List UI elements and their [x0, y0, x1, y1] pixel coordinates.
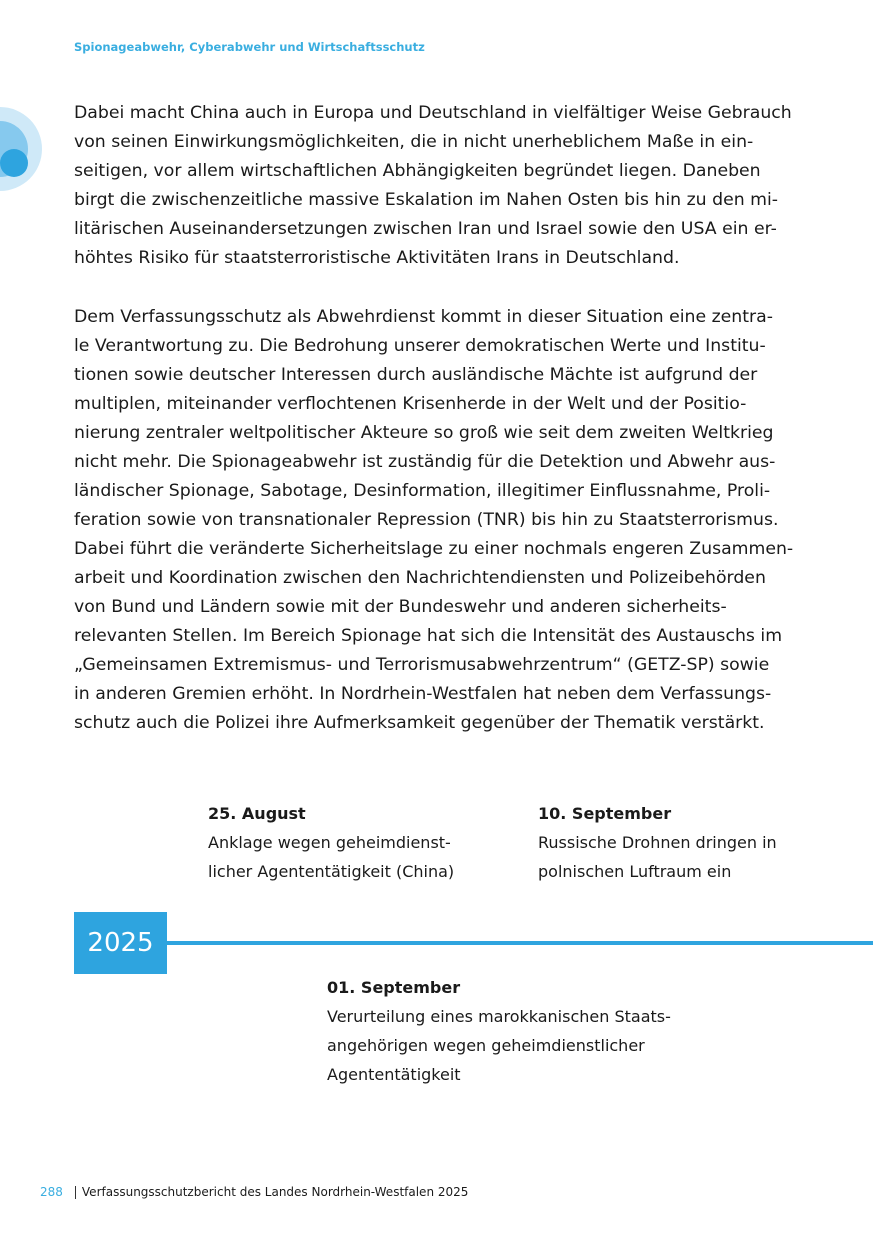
timeline-year-badge: 2025	[74, 912, 167, 974]
timeline-event-date: 10. September	[538, 804, 672, 823]
text-line: feration sowie von transnationaler Repression (TNR) bis hin zu Staatsterrorismus.	[74, 510, 779, 530]
timeline-event-01-september	[327, 973, 671, 1089]
timeline-event-text: licher Agententätigkeit (China)	[208, 862, 455, 881]
timeline-event-text: Verurteilung eines marokkanischen Staats-	[327, 1007, 671, 1026]
text-line: le Verantwortung zu. Die Bedrohung unserer demokratischen Werte und Institu-	[74, 336, 766, 356]
text-line: seitigen, vor allem wirtschaftlichen Abhängigkeiten begründet liegen. Daneben	[74, 161, 761, 181]
text-line: in anderen Gremien erhöht. In Nordrhein-Westfalen hat neben dem Verfassungs-	[74, 684, 772, 704]
page-number: 288	[40, 1185, 63, 1199]
text-line: von seinen Einwirkungsmöglichkeiten, die in nicht unerheblichem Maße in ein-	[74, 132, 754, 152]
text-line: schutz auch die Polizei ihre Aufmerksamkeit gegenüber der Thematik verstärkt.	[74, 713, 765, 733]
text-line: Dabei macht China auch in Europa und Deutschland in vielfältiger Weise Gebrauch	[74, 103, 792, 123]
timeline-event-25-august	[208, 799, 454, 886]
text-line: ländischer Spionage, Sabotage, Desinformation, illegitimer Einflussnahme, Proli-	[74, 481, 771, 501]
text-line: Dem Verfassungsschutz als Abwehrdienst kommt in dieser Situation eine zentra-	[74, 307, 773, 327]
footer-title: Verfassungsschutzbericht des Landes Nordrhein-Westfalen 2025	[81, 1185, 469, 1199]
page-footer	[40, 1185, 468, 1199]
timeline-event-date: 01. September	[327, 978, 461, 997]
text-line: litärischen Auseinandersetzungen zwischen Iran und Israel sowie den USA ein er-	[74, 219, 777, 239]
text-line: Dabei führt die veränderte Sicherheitslage zu einer nochmals engeren Zusammen-	[74, 539, 794, 559]
text-line: „Gemeinsamen Extremismus- und Terrorismusabwehrzentrum“ (GETZ-SP) sowie	[74, 655, 770, 675]
text-line: tionen sowie deutscher Interessen durch ausländische Mächte ist aufgrund der	[74, 365, 758, 385]
timeline-event-text: angehörigen wegen geheimdienstlicher	[327, 1036, 645, 1055]
decorative-circle-inner	[0, 149, 28, 177]
text-line: arbeit und Koordination zwischen den Nachrichtendiensten und Polizeibehörden	[74, 568, 766, 588]
body-paragraph-1	[74, 99, 804, 273]
text-line: höhtes Risiko für staatsterroristische Aktivitäten Irans in Deutschland.	[74, 248, 680, 268]
timeline-event-date: 25. August	[208, 804, 306, 823]
timeline-event-text: polnischen Luftraum ein	[538, 862, 732, 881]
text-line: multiplen, miteinander verflochtenen Krisenherde in der Welt und der Positio-	[74, 394, 747, 414]
text-line: nierung zentraler weltpolitischer Akteure so groß wie seit dem zweiten Weltkrieg	[74, 423, 774, 443]
text-line: nicht mehr. Die Spionageabwehr ist zuständig für die Detektion und Abwehr aus-	[74, 452, 776, 472]
body-paragraph-2	[74, 303, 804, 738]
timeline-event-text: Anklage wegen geheimdienst-	[208, 833, 451, 852]
text-line: relevanten Stellen. Im Bereich Spionage hat sich die Intensität des Austauschs im	[74, 626, 783, 646]
timeline-event-text: Agententätigkeit	[327, 1065, 461, 1084]
running-header: Spionageabwehr, Cyberabwehr und Wirtschaftsschutz	[74, 40, 425, 54]
decorative-circles	[0, 107, 42, 191]
text-line: birgt die zwischenzeitliche massive Eskalation im Nahen Osten bis hin zu den mi-	[74, 190, 779, 210]
timeline-axis	[167, 941, 873, 945]
text-line: von Bund und Ländern sowie mit der Bundeswehr und anderen sicherheits-	[74, 597, 727, 617]
timeline-event-text: Russische Drohnen dringen in	[538, 833, 777, 852]
decorative-circle-mid	[0, 121, 28, 177]
timeline-event-10-september	[538, 799, 777, 886]
footer-divider	[75, 1186, 76, 1199]
